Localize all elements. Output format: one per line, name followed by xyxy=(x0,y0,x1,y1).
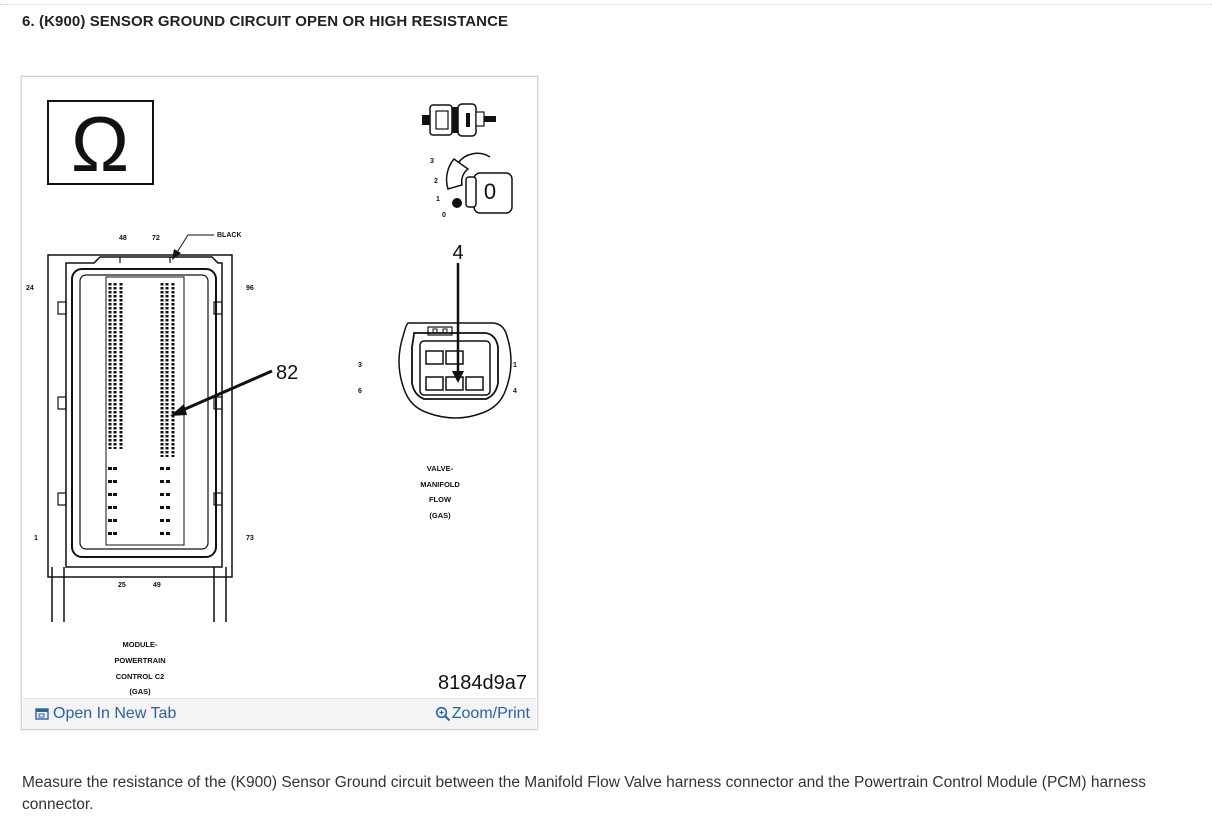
pcm-pin-number: 49 xyxy=(153,582,161,589)
pcm-pin-number: 24 xyxy=(26,285,34,292)
pcm-connector-name: (GAS) xyxy=(129,687,151,696)
figure-code: 8184d9a7 xyxy=(438,672,527,694)
pcm-pin-number: 25 xyxy=(118,582,126,589)
pcm-pin-number: 1 xyxy=(34,535,38,542)
valve-callout-number: 4 xyxy=(452,242,464,264)
pcm-connector xyxy=(48,235,272,622)
wiring-diagram xyxy=(22,77,537,697)
open-in-new-tab-label: Open In New Tab xyxy=(53,705,177,722)
key-position-current: 0 xyxy=(483,179,497,204)
magnifier-icon xyxy=(435,706,451,722)
diagram-figure xyxy=(21,76,538,730)
key-position-label: 3 xyxy=(430,158,434,165)
figure-toolbar xyxy=(23,698,536,729)
key-position-label: 0 xyxy=(442,212,446,219)
valve-connector-name: FLOW xyxy=(428,495,452,504)
pcm-pin-number: 48 xyxy=(119,235,127,242)
ohm-icon: Ω xyxy=(70,100,130,188)
pcm-color-label: BLACK xyxy=(217,232,242,239)
top-divider xyxy=(0,4,1212,5)
open-in-new-tab-link[interactable] xyxy=(35,705,176,723)
valve-pin-number: 6 xyxy=(358,388,362,395)
valve-pin-number: 3 xyxy=(358,362,362,369)
valve-pin-number: 4 xyxy=(513,388,517,395)
zoom-print-link[interactable] xyxy=(435,705,530,723)
instruction-text: Measure the resistance of the (K900) Sensor Ground circuit between the Manifold Flow Valve harness connector and the Powertrain Control Module (PCM) harness connector. xyxy=(22,774,1147,813)
external-window-icon xyxy=(35,708,49,720)
pcm-connector-name: CONTROL C2 xyxy=(115,672,165,681)
pcm-pin-number: 72 xyxy=(152,235,160,242)
pcm-connector-name: POWERTRAIN xyxy=(114,656,166,665)
step-title: 6. (K900) SENSOR GROUND CIRCUIT OPEN OR HIGH RESISTANCE xyxy=(22,13,509,30)
pcm-callout-number: 82 xyxy=(276,362,299,384)
valve-connector xyxy=(399,263,511,418)
pcm-pin-number: 96 xyxy=(246,285,254,292)
pcm-callout-arrowhead xyxy=(170,404,187,416)
valve-pin-number: 1 xyxy=(513,362,517,369)
zoom-print-label: Zoom/Print xyxy=(451,705,530,722)
key-position-label: 1 xyxy=(436,196,440,203)
pcm-pin-number: 73 xyxy=(246,535,254,542)
valve-connector-name: (GAS) xyxy=(429,511,451,520)
key-position-label: 2 xyxy=(434,178,438,185)
valve-connector-name: MANIFOLD xyxy=(420,480,460,489)
pcm-connector-name: MODULE- xyxy=(122,640,158,649)
valve-connector-name: VALVE- xyxy=(426,464,454,473)
